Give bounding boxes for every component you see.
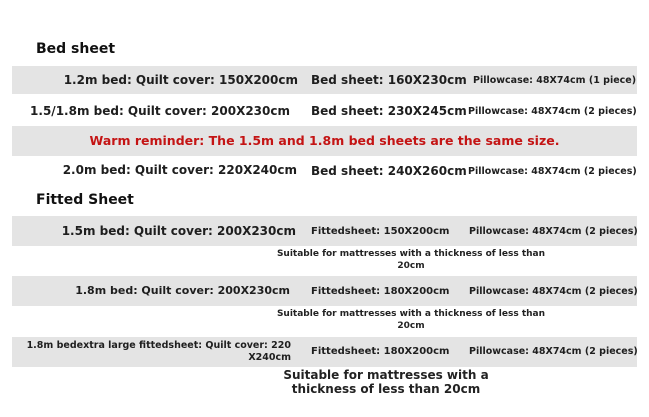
warm-reminder-text: Warm reminder: The 1.5m and 1.8m bed sheets are the same size. [89,133,560,148]
mattress-thickness-note [274,248,548,272]
pillowcase-size: Pillowcase: 48X74cm (2 pieces) [469,346,638,357]
pillowcase-size: Pillowcase: 48X74cm (2 pieces) [468,106,637,117]
note-line: 20cm [397,321,425,331]
quilt-cover-line: X240cm [248,352,291,363]
quilt-cover-size: 2.0m bed: Quilt cover: 220X240cm [62,163,297,177]
note-line: thickness of less than 20cm [291,382,481,396]
bed-sheet-heading: Bed sheet [36,41,116,57]
note-line: Suitable for mattresses with a thickness of less than [276,249,546,259]
fitted-sheet-size: Fittedsheet: 150X200cm [311,226,450,237]
fitted-sheet-size: Fittedsheet: 180X200cm [311,346,450,357]
mattress-thickness-note [264,368,508,396]
fitted-row-1-8m [12,276,637,306]
fitted-row-1-5m [12,216,637,246]
note-line: Suitable for mattresses with a thickness of less than [276,309,546,319]
bed-sheet-size: Bed sheet: 160X230cm [311,73,467,87]
warm-reminder-row [12,126,637,156]
quilt-cover-size: 1.8m bed: Quilt cover: 200X230cm [75,284,290,297]
mattress-thickness-note [274,308,548,332]
quilt-cover-size [27,340,291,364]
size-row-1-2m [12,66,637,94]
note-line: Suitable for mattresses with a [283,368,489,382]
pillowcase-size: Pillowcase: 48X74cm (2 pieces) [468,166,637,177]
fitted-row-1-8m-extra-large [12,337,637,367]
quilt-cover-size: 1.2m bed: Quilt cover: 150X200cm [63,73,298,87]
fitted-sheet-size: Fittedsheet: 180X200cm [311,286,450,297]
bed-sheet-size: Bed sheet: 230X245cm [311,104,467,118]
size-row-2-0m [12,156,637,184]
quilt-cover-size: 1.5m bed: Quilt cover: 200X230cm [61,224,296,238]
note-line: 20cm [397,261,425,271]
quilt-cover-size: 1.5/1.8m bed: Quilt cover: 200X230cm [30,104,290,118]
bed-sheet-size: Bed sheet: 240X260cm [311,164,467,178]
size-row-1-5-1-8m [12,96,637,124]
pillowcase-size: Pillowcase: 48X74cm (2 pieces) [469,286,638,297]
quilt-cover-line: 1.8m bedextra large fittedsheet: Quilt cover: 220 [26,340,291,351]
pillowcase-size: Pillowcase: 48X74cm (1 piece) [473,75,637,86]
fitted-sheet-heading: Fitted Sheet [36,192,134,208]
pillowcase-size: Pillowcase: 48X74cm (2 pieces) [469,226,638,237]
